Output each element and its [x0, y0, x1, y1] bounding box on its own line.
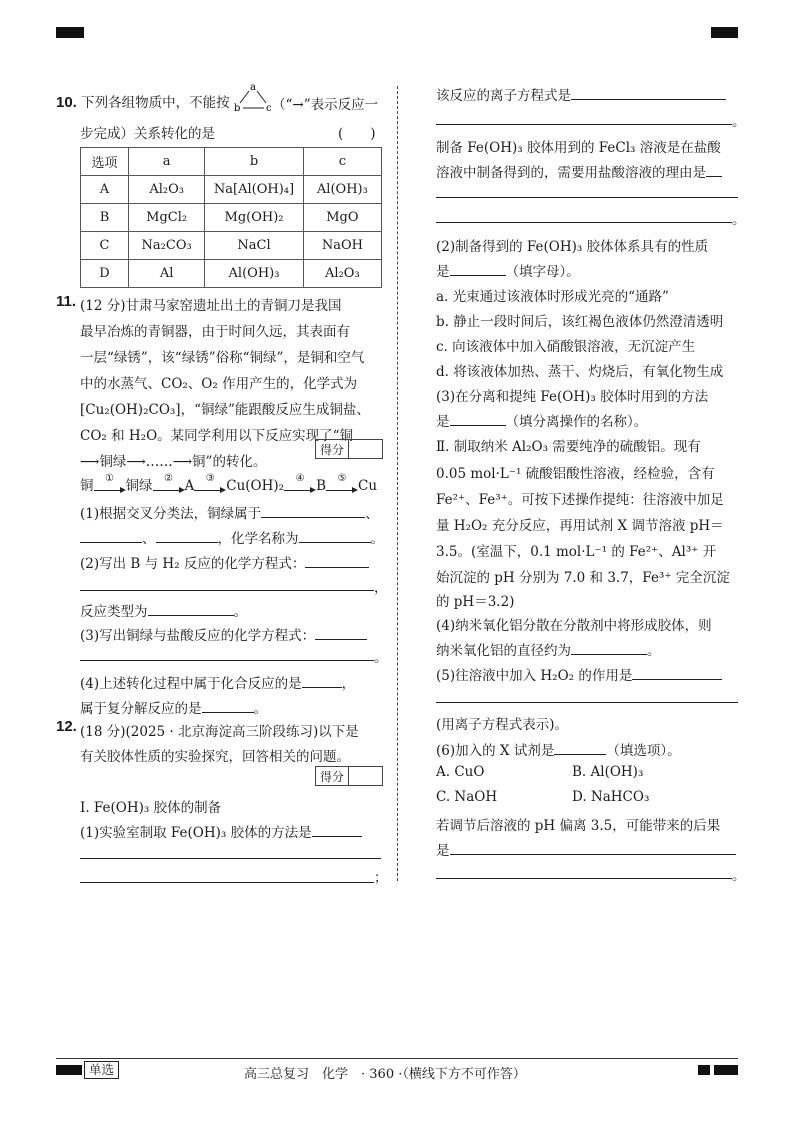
answer-line[interactable]: [436, 197, 738, 198]
tri-b-label: b: [234, 103, 241, 114]
r-sec2-line7: 的 pH＝3.2): [436, 594, 515, 610]
q11-line5: [Cu₂(OH)₂CO₃]，“铜绿”能跟酸反应生成铜盐、: [80, 402, 370, 418]
q11-line6: CO₂ 和 H₂O。某同学利用以下反应实现了“铜: [80, 428, 354, 444]
rxn-a: A: [184, 478, 195, 494]
tri-c-label: c: [266, 103, 272, 114]
r-choice-d[interactable]: D. NaHCO₃: [572, 789, 650, 805]
arrow-icon: [153, 472, 185, 493]
q11-line3: 一层“绿锈”，该“绿锈”俗称“铜绿”，是铜和空气: [80, 350, 365, 366]
answer-line[interactable]: [80, 660, 374, 661]
answer-blank[interactable]: [632, 665, 722, 680]
q10-stem-line2: 步完成）关系转化的是: [80, 126, 215, 142]
answer-blank[interactable]: [571, 640, 647, 655]
table-cell: Al₂O₃: [129, 176, 205, 204]
r-part2-line2: 是 （填字母）。: [436, 260, 580, 280]
r-part4-line1: (4)纳米氧化铝分散在分散剂中将形成胶体，则: [436, 618, 712, 634]
q10-stem-line1b: （“→”表示反应一: [272, 97, 379, 113]
rxn-cu: Cu: [357, 478, 378, 494]
q11-line1: (12 分)甘肃马家窑遗址出土的青铜刀是我国: [80, 298, 342, 314]
step-1-label: ①: [105, 472, 114, 484]
table-row: [81, 204, 382, 232]
r-part7-line2: 是: [436, 839, 736, 859]
q10-triangle-diagram: [232, 80, 274, 114]
r-choice-c[interactable]: C. NaOH: [436, 789, 498, 805]
footer-rule: [56, 1058, 738, 1059]
r-sec2-line3: Fe²⁺、Fe³⁺。可按下述操作提纯：往溶液中加足: [436, 492, 724, 508]
answer-blank[interactable]: [156, 528, 218, 543]
r-sec2-line4: 量 H₂O₂ 充分反应，再用试剂 X 调节溶液 pH＝: [436, 518, 724, 534]
r-choice-b[interactable]: B. Al(OH)₃: [572, 764, 644, 780]
arrow-icon: [94, 472, 126, 493]
r-ion-eq: 该反应的离子方程式是: [436, 84, 726, 104]
arrow-icon: [194, 472, 226, 493]
r-option-a: a. 光束通过该液体时形成光亮的“通路”: [436, 289, 669, 305]
arrow-icon: [326, 472, 358, 493]
answer-line[interactable]: [436, 702, 738, 703]
q11-part1: (1)根据交叉分类法，铜绿属于 、: [80, 502, 379, 522]
r-part5-line1: (5)往溶液中加入 H₂O₂ 的作用是: [436, 664, 722, 684]
table-cell: Al₂O₃: [303, 260, 381, 288]
q11-part2: (2)写出 B 与 H₂ 反应的化学方程式：: [80, 552, 369, 572]
step-4-label: ④: [295, 472, 305, 484]
q11-part3-end: 。: [374, 650, 388, 666]
corner-mark-top-right: [711, 27, 738, 38]
table-cell: Na[Al(OH)₄]: [205, 176, 303, 204]
footer-tag: 单选: [84, 1061, 119, 1079]
r-part7-end: 。: [732, 868, 746, 884]
answer-blank[interactable]: [706, 162, 722, 177]
answer-line[interactable]: [436, 124, 732, 125]
q11-part4-cont: 属于复分解反应的是 。: [80, 697, 267, 717]
header-cell: a: [129, 148, 205, 176]
answer-blank[interactable]: [450, 261, 506, 276]
answer-blank[interactable]: [450, 840, 736, 855]
table-row: [81, 260, 382, 288]
answer-blank[interactable]: [202, 698, 254, 713]
r-part3-line1: (3)在分离和提纯 Fe(OH)₃ 胶体时用到的方法: [436, 389, 709, 405]
rxn-copper: 铜: [80, 478, 94, 494]
r-option-d: d. 将该液体加热、蒸干、灼烧后，有氧化物生成: [436, 364, 724, 380]
answer-line[interactable]: [80, 858, 381, 859]
answer-blank[interactable]: [312, 822, 362, 837]
step-5-label: ⑤: [337, 472, 347, 484]
q11-reaction-chain: [80, 474, 377, 494]
tri-a-label: a: [250, 82, 256, 93]
answer-blank[interactable]: [80, 528, 142, 543]
q10-answer-paren[interactable]: ( ): [338, 126, 376, 142]
table-row: [81, 232, 382, 260]
answer-line[interactable]: [436, 222, 732, 223]
table-header-row: [81, 148, 382, 176]
q11-line2: 最早冶炼的青铜器，由于时间久远，其表面有: [80, 324, 350, 340]
table-cell: B: [81, 204, 129, 232]
r-option-b: b. 静止一段时间后，该红褐色液体仍然澄清透明: [436, 314, 724, 330]
q11-part2-type: 反应类型为 。: [80, 600, 247, 620]
r-sec2-line5: 3.5。(室温下，0.1 mol·L⁻¹ 的 Fe²⁺、Al³⁺ 开: [436, 544, 717, 560]
answer-blank[interactable]: [571, 85, 726, 100]
table-cell: NaCl: [205, 232, 303, 260]
rxn-cu-oh2: Cu(OH)₂: [226, 478, 285, 494]
r-sec2-line1: Ⅱ. 制取纳米 Al₂O₃ 需要纯净的硫酸铝。现有: [436, 439, 701, 455]
q11-part2-comma: ，: [374, 580, 388, 596]
footer-mark-right-1: [698, 1065, 710, 1075]
r-sec2-line2: 0.05 mol·L⁻¹ 硫酸铝酸性溶液，经检验，含有: [436, 466, 715, 482]
answer-line[interactable]: [436, 878, 732, 879]
q12-line2: 有关胶体性质的实验探究，回答相关的问题。: [80, 749, 350, 765]
header-cell: 选项: [81, 148, 129, 176]
q11-number: 11.: [56, 293, 77, 310]
header-cell: c: [303, 148, 381, 176]
q11-line7: ⟶铜绿⟶……⟶铜”的转化。: [80, 454, 267, 470]
footer-mark-left: [56, 1065, 82, 1075]
q10-number: 10.: [56, 94, 77, 111]
table-cell: MgCl₂: [129, 204, 205, 232]
answer-blank[interactable]: [554, 740, 606, 755]
q10-stem-line1: 10. 下列各组物质中，不能按: [56, 94, 230, 111]
header-cell: b: [205, 148, 303, 176]
q12-number: 12.: [56, 718, 77, 735]
q11-line4: 中的水蒸气、CO₂、O₂ 作用产生的，化学式为: [80, 376, 358, 392]
r-ion-eq-end: 。: [732, 114, 746, 130]
r-fecl3-line2: 溶液中制备得到的，需要用盐酸溶液的理由是: [436, 161, 722, 181]
page-number: 360: [369, 1067, 395, 1082]
table-cell: Al(OH)₃: [303, 176, 381, 204]
r-fecl3-end: 。: [732, 212, 746, 228]
q12-score-box: [315, 766, 383, 786]
answer-blank[interactable]: [305, 553, 369, 568]
table-cell: Mg(OH)₂: [205, 204, 303, 232]
r-part7-line1: 若调节后溶液的 pH 偏离 3.5，可能带来的后果: [436, 818, 721, 834]
q11-part3: (3)写出铜绿与盐酸反应的化学方程式：: [80, 624, 367, 644]
answer-blank[interactable]: [261, 503, 365, 518]
rxn-b: B: [316, 478, 326, 494]
q12-part1-end: ；: [374, 870, 388, 886]
table-cell: C: [81, 232, 129, 260]
table-row: [81, 176, 382, 204]
footer-center: 高三总复习 化学 · 360 ·（横线下方不可作答）: [244, 1067, 526, 1082]
q12-line1: (18 分)(2025 · 北京海淀高三阶段练习)以下是: [80, 724, 359, 740]
r-choice-a[interactable]: A. CuO: [436, 764, 485, 780]
table-cell: Al(OH)₃: [205, 260, 303, 288]
arrow-icon: [284, 472, 316, 493]
answer-blank[interactable]: [315, 625, 367, 640]
column-divider: [397, 86, 398, 881]
r-fecl3-line1: 制备 Fe(OH)₃ 胶体用到的 FeCl₃ 溶液是在盐酸: [436, 140, 721, 156]
table-cell: MgO: [303, 204, 381, 232]
q11-part4: (4)上述转化过程中属于化合反应的是 ，: [80, 672, 355, 692]
r-sec2-line6: 始沉淀的 pH 分别为 7.0 和 3.7，Fe³⁺ 完全沉淀: [436, 570, 730, 586]
answer-blank[interactable]: [302, 673, 342, 688]
footer-mark-right-2: [714, 1065, 738, 1075]
r-part6-line1: (6)加入的 X 试剂是 （填选项）。: [436, 739, 681, 759]
answer-line[interactable]: [80, 590, 374, 591]
score-label: 得分: [316, 767, 349, 785]
score-label: 得分: [316, 440, 349, 458]
r-part4-line2: 纳米氧化铝的直径约为 。: [436, 639, 661, 659]
table-cell: NaOH: [303, 232, 381, 260]
answer-blank[interactable]: [450, 411, 506, 426]
table-cell: Al: [129, 260, 205, 288]
answer-blank[interactable]: [299, 528, 371, 543]
q12-part1: (1)实验室制取 Fe(OH)₃ 胶体的方法是: [80, 821, 362, 841]
table-cell: A: [81, 176, 129, 204]
answer-blank[interactable]: [148, 601, 234, 616]
step-3-label: ③: [205, 472, 215, 484]
answer-line[interactable]: [80, 882, 374, 883]
r-part5-line2: (用离子方程式表示)。: [436, 717, 569, 733]
step-2-label: ②: [164, 472, 173, 484]
table-cell: Na₂CO₃: [129, 232, 205, 260]
r-part3-line2: 是 （填分离操作的名称）。: [436, 410, 647, 430]
rxn-verdigris: 铜绿: [125, 478, 153, 494]
q11-part1-cont: 、 ，化学名称为 。: [80, 527, 384, 547]
q12-section1-title: Ⅰ. Fe(OH)₃ 胶体的制备: [80, 800, 222, 816]
q10-option-table: [80, 147, 382, 288]
r-part2-line1: (2)制备得到的 Fe(OH)₃ 胶体体系具有的性质: [436, 239, 709, 255]
corner-mark-top-left: [56, 27, 84, 38]
q11-score-box: [315, 439, 383, 459]
table-cell: D: [81, 260, 129, 288]
r-option-c: c. 向该液体中加入硝酸银溶液，无沉淀产生: [436, 339, 696, 355]
